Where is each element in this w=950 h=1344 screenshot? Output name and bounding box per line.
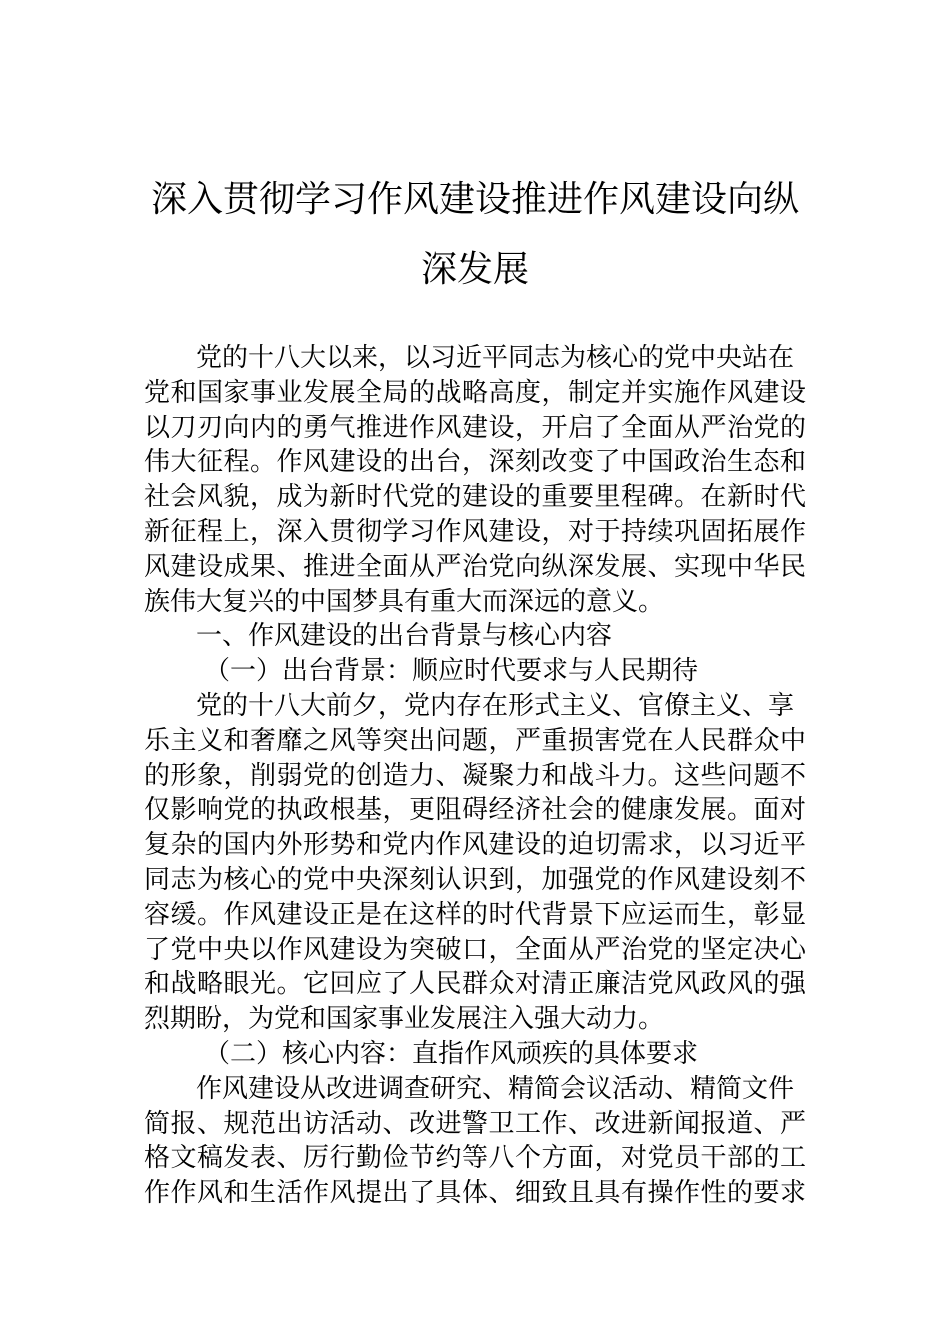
document-body [144, 341, 806, 1211]
paragraph-line: 新征程上，深入贯彻学习作风建设，对于持续巩固拓展作 [144, 516, 806, 547]
paragraph-line: 作作风和生活作风提出了具体、细致且具有操作性的要求 [144, 1178, 806, 1209]
paragraph-line: 党的十八大以来，以习近平同志为核心的党中央站在 [196, 343, 795, 373]
paragraph-line: 族伟大复兴的中国梦具有重大而深远的意义。 [144, 586, 665, 617]
document-title-line-1: 深入贯彻学习作风建设推进作风建设向纵 [150, 179, 799, 220]
paragraph-line: 的形象，削弱党的创造力、凝聚力和战斗力。这些问题不 [144, 760, 806, 791]
paragraph-line: 伟大征程。作风建设的出台，深刻改变了中国政治生态和 [144, 447, 806, 478]
paragraph-line: 党的十八大前夕，党内存在形式主义、官僚主义、享 [196, 690, 795, 721]
paragraph-line: 简报、规范出访活动、改进警卫工作、改进新闻报道、严 [144, 1108, 806, 1139]
paragraph-line: 复杂的国内外形势和党内作风建设的迫切需求，以习近平 [144, 830, 806, 861]
paragraph-line: 容缓。作风建设正是在这样的时代背景下应运而生，彰显 [144, 899, 806, 930]
paragraph-line: 同志为核心的党中央深刻认识到，加强党的作风建设刻不 [144, 864, 806, 895]
paragraph-line: 格文稿发表、厉行勤俭节约等八个方面，对党员干部的工 [144, 1143, 806, 1174]
paragraph-line: 作风建设从改进调查研究、精简会议活动、精简文件 [196, 1073, 795, 1104]
paragraph-line: 党和国家事业发展全局的战略高度，制定并实施作风建设 [144, 377, 806, 408]
paragraph-line: 了党中央以作风建设为突破口，全面从严治党的坚定决心 [144, 934, 806, 965]
paragraph-line: 和战略眼光。它回应了人民群众对清正廉洁党风政风的强 [144, 969, 806, 1000]
paragraph-line: 乐主义和奢靡之风等突出问题，严重损害党在人民群众中 [144, 725, 806, 756]
paragraph-line: 以刀刃向内的勇气推进作风建设，开启了全面从严治党的 [144, 412, 806, 443]
document-title-line-2: 深发展 [420, 249, 529, 290]
subsection-heading: （一）出台背景：顺应时代要求与人民期待 [204, 656, 699, 687]
paragraph-line: 社会风貌，成为新时代党的建设的重要里程碑。在新时代 [144, 482, 806, 513]
paragraph-line: 仅影响党的执政根基，更阻碍经济社会的健康发展。面对 [144, 795, 806, 826]
subsection-heading: （二）核心内容：直指作风顽疾的具体要求 [204, 1038, 699, 1069]
paragraph-line: 风建设成果、推进全面从严治党向纵深发展、实现中华民 [144, 551, 806, 582]
section-heading: 一、作风建设的出台背景与核心内容 [196, 621, 613, 652]
paragraph-line: 烈期盼，为党和国家事业发展注入强大动力。 [144, 1004, 665, 1035]
